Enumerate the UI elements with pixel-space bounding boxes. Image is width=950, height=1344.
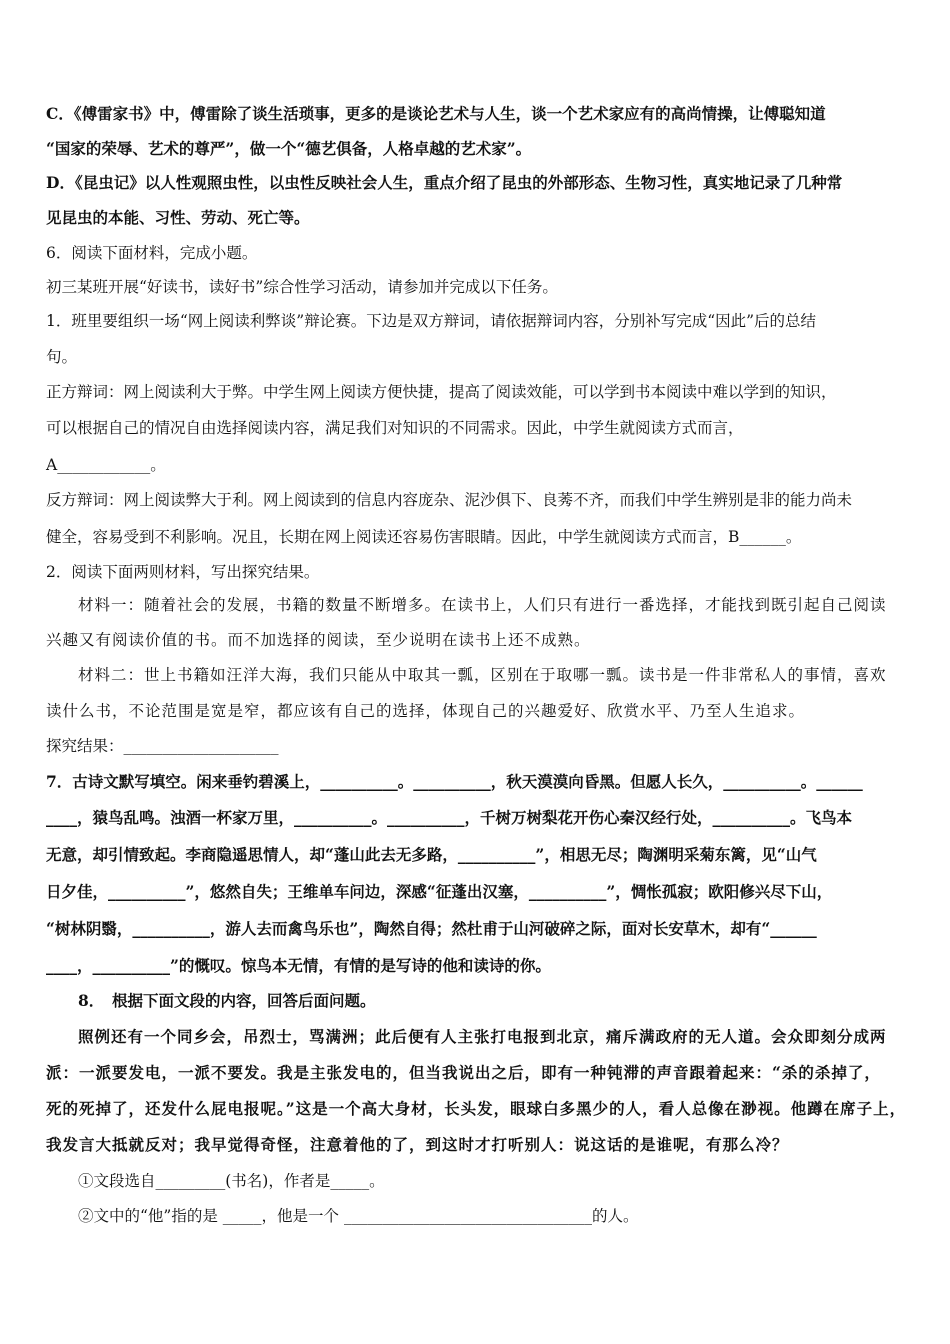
question-7-line-2: ____，猿鸟乱鸣。浊酒一杯家万里，__________。__________，千树万树梨花开伤心秦汉经行处，__________。飞鸟本: [46, 808, 853, 827]
question-7-line-5: “树林阴翳，__________，游人去而禽鸟乐也”，陶然自得；然杜甫于山河破碎之际，面对长安草木，却有“______: [46, 919, 817, 938]
option-d-line-2: 见昆虫的本能、习性、劳动、死亡等。: [46, 208, 310, 227]
question-7-line-3: 无意，却引情致起。李商隐遥思情人，却“蓬山此去无多路，__________”，相思无尽；陶渊明采菊东篱，见“山气: [46, 845, 817, 864]
option-c-line-2: “国家的荣辱、艺术的尊严”，做一个“德艺俱备，人格卓越的艺术家”。: [46, 139, 532, 158]
question-8-title: 8． 根据下面文段的内容，回答后面问题。: [78, 991, 376, 1010]
material-2-line-2: 读什么书，不论范围是宽是窄，都应该有自己的选择，体现自己的兴趣爱好、欣赏水平、乃至人生追求。: [46, 702, 806, 720]
sub-question-1: ①文段选自_________(书名)，作者是_____。: [78, 1172, 385, 1190]
passage-line-4: 我发言大抵就反对；我早觉得奇怪，注意着他的了，到这时才打听别人：说这话的是谁呢，有那么冷？: [46, 1135, 789, 1154]
material-1-line-2: 兴趣又有阅读价值的书。而不加选择的阅读，至少说明在读书上还不成熟。: [46, 631, 591, 649]
passage-line-3: 死的死掉了，还发什么屁电报呢。”这是一个高大身材，长头发，眼球白多黑少的人，看人总像在渺视。他蹲在席子上，: [46, 1099, 907, 1118]
material-1-line-1: 材料一：随着社会的发展，书籍的数量不断增多。在读书上，人们只有进行一番选择，才能找到既引起自己阅读: [78, 596, 887, 614]
inquiry-result-line: 探究结果：____________________: [46, 737, 279, 755]
task-1-line-1: 1．班里要组织一场“网上阅读利弊谈”辩论赛。下边是双方辩词，请依据辩词内容，分别补写完成“因此”后的总结: [46, 312, 817, 330]
con-argument-line-2: 健全，容易受到不利影响。况且，长期在网上阅读还容易伤害眼睛。因此，中学生就阅读方式而言，B______。: [46, 528, 802, 546]
option-c-line-1: C．《傅雷家书》中，傅雷除了谈生活琐事，更多的是谈论艺术与人生，谈一个艺术家应有的高尚情操，让傅聪知道: [46, 104, 826, 123]
pro-argument-line-1: 正方辩词：网上阅读利大于弊。中学生网上阅读方便快捷，提高了阅读效能，可以学到书本阅读中难以学到的知识，: [46, 383, 837, 401]
task-1-line-2: 句。: [46, 348, 78, 366]
question-7-line-6: ____，__________”的慨叹。惊鸟本无情，有情的是写诗的他和读诗的你。: [46, 956, 551, 975]
option-d-line-1: D．《昆虫记》以人性观照虫性，以虫性反映社会人生，重点介绍了昆虫的外部形态、生物习性，真实地记录了几种常: [46, 173, 843, 192]
question-6-title: 6．阅读下面材料，完成小题。: [46, 244, 258, 262]
passage-line-2: 派：一派要发电，一派不要发。我是主张发电的，但当我说出之后，即有一种钝滞的声音跟着起来：“杀的杀掉了，: [46, 1063, 881, 1082]
passage-line-1: 照例还有一个同乡会，吊烈士，骂满洲；此后便有人主张打电报到北京，痛斥满政府的无人道。会众即刻分成两: [78, 1027, 887, 1046]
con-argument-line-1: 反方辩词：网上阅读弊大于利。网上阅读到的信息内容庞杂、泥沙俱下、良莠不齐，而我们中学生辨别是非的能力尚未: [46, 491, 853, 509]
question-6-intro: 初三某班开展“好读书，读好书”综合性学习活动，请参加并完成以下任务。: [46, 278, 558, 296]
pro-argument-line-2: 可以根据自己的情况自由选择阅读内容，满足我们对知识的不同需求。因此，中学生就阅读方式而言，: [46, 419, 744, 437]
answer-a-line: A____________。: [46, 456, 166, 474]
material-2-line-1: 材料二：世上书籍如汪洋大海，我们只能从中取其一瓢，区别在于取哪一瓢。读书是一件非常私人的事情，喜欢: [78, 666, 887, 684]
question-7-line-1: 7．古诗文默写填空。闲来垂钓碧溪上，__________。__________，秋天漠漠向昏黑。但愿人长久，__________。______: [46, 772, 863, 791]
question-7-line-4: 日夕佳，__________”，悠然自失；王维单车问边，深感“征蓬出汉塞，__________”，惆怅孤寂；欧阳修兴尽下山，: [46, 882, 833, 901]
sub-question-2: ②文中的“他”指的是 _____，他是一个 ________________________________的人。: [78, 1207, 639, 1225]
task-2-title: 2．阅读下面两则材料，写出探究结果。: [46, 563, 320, 581]
